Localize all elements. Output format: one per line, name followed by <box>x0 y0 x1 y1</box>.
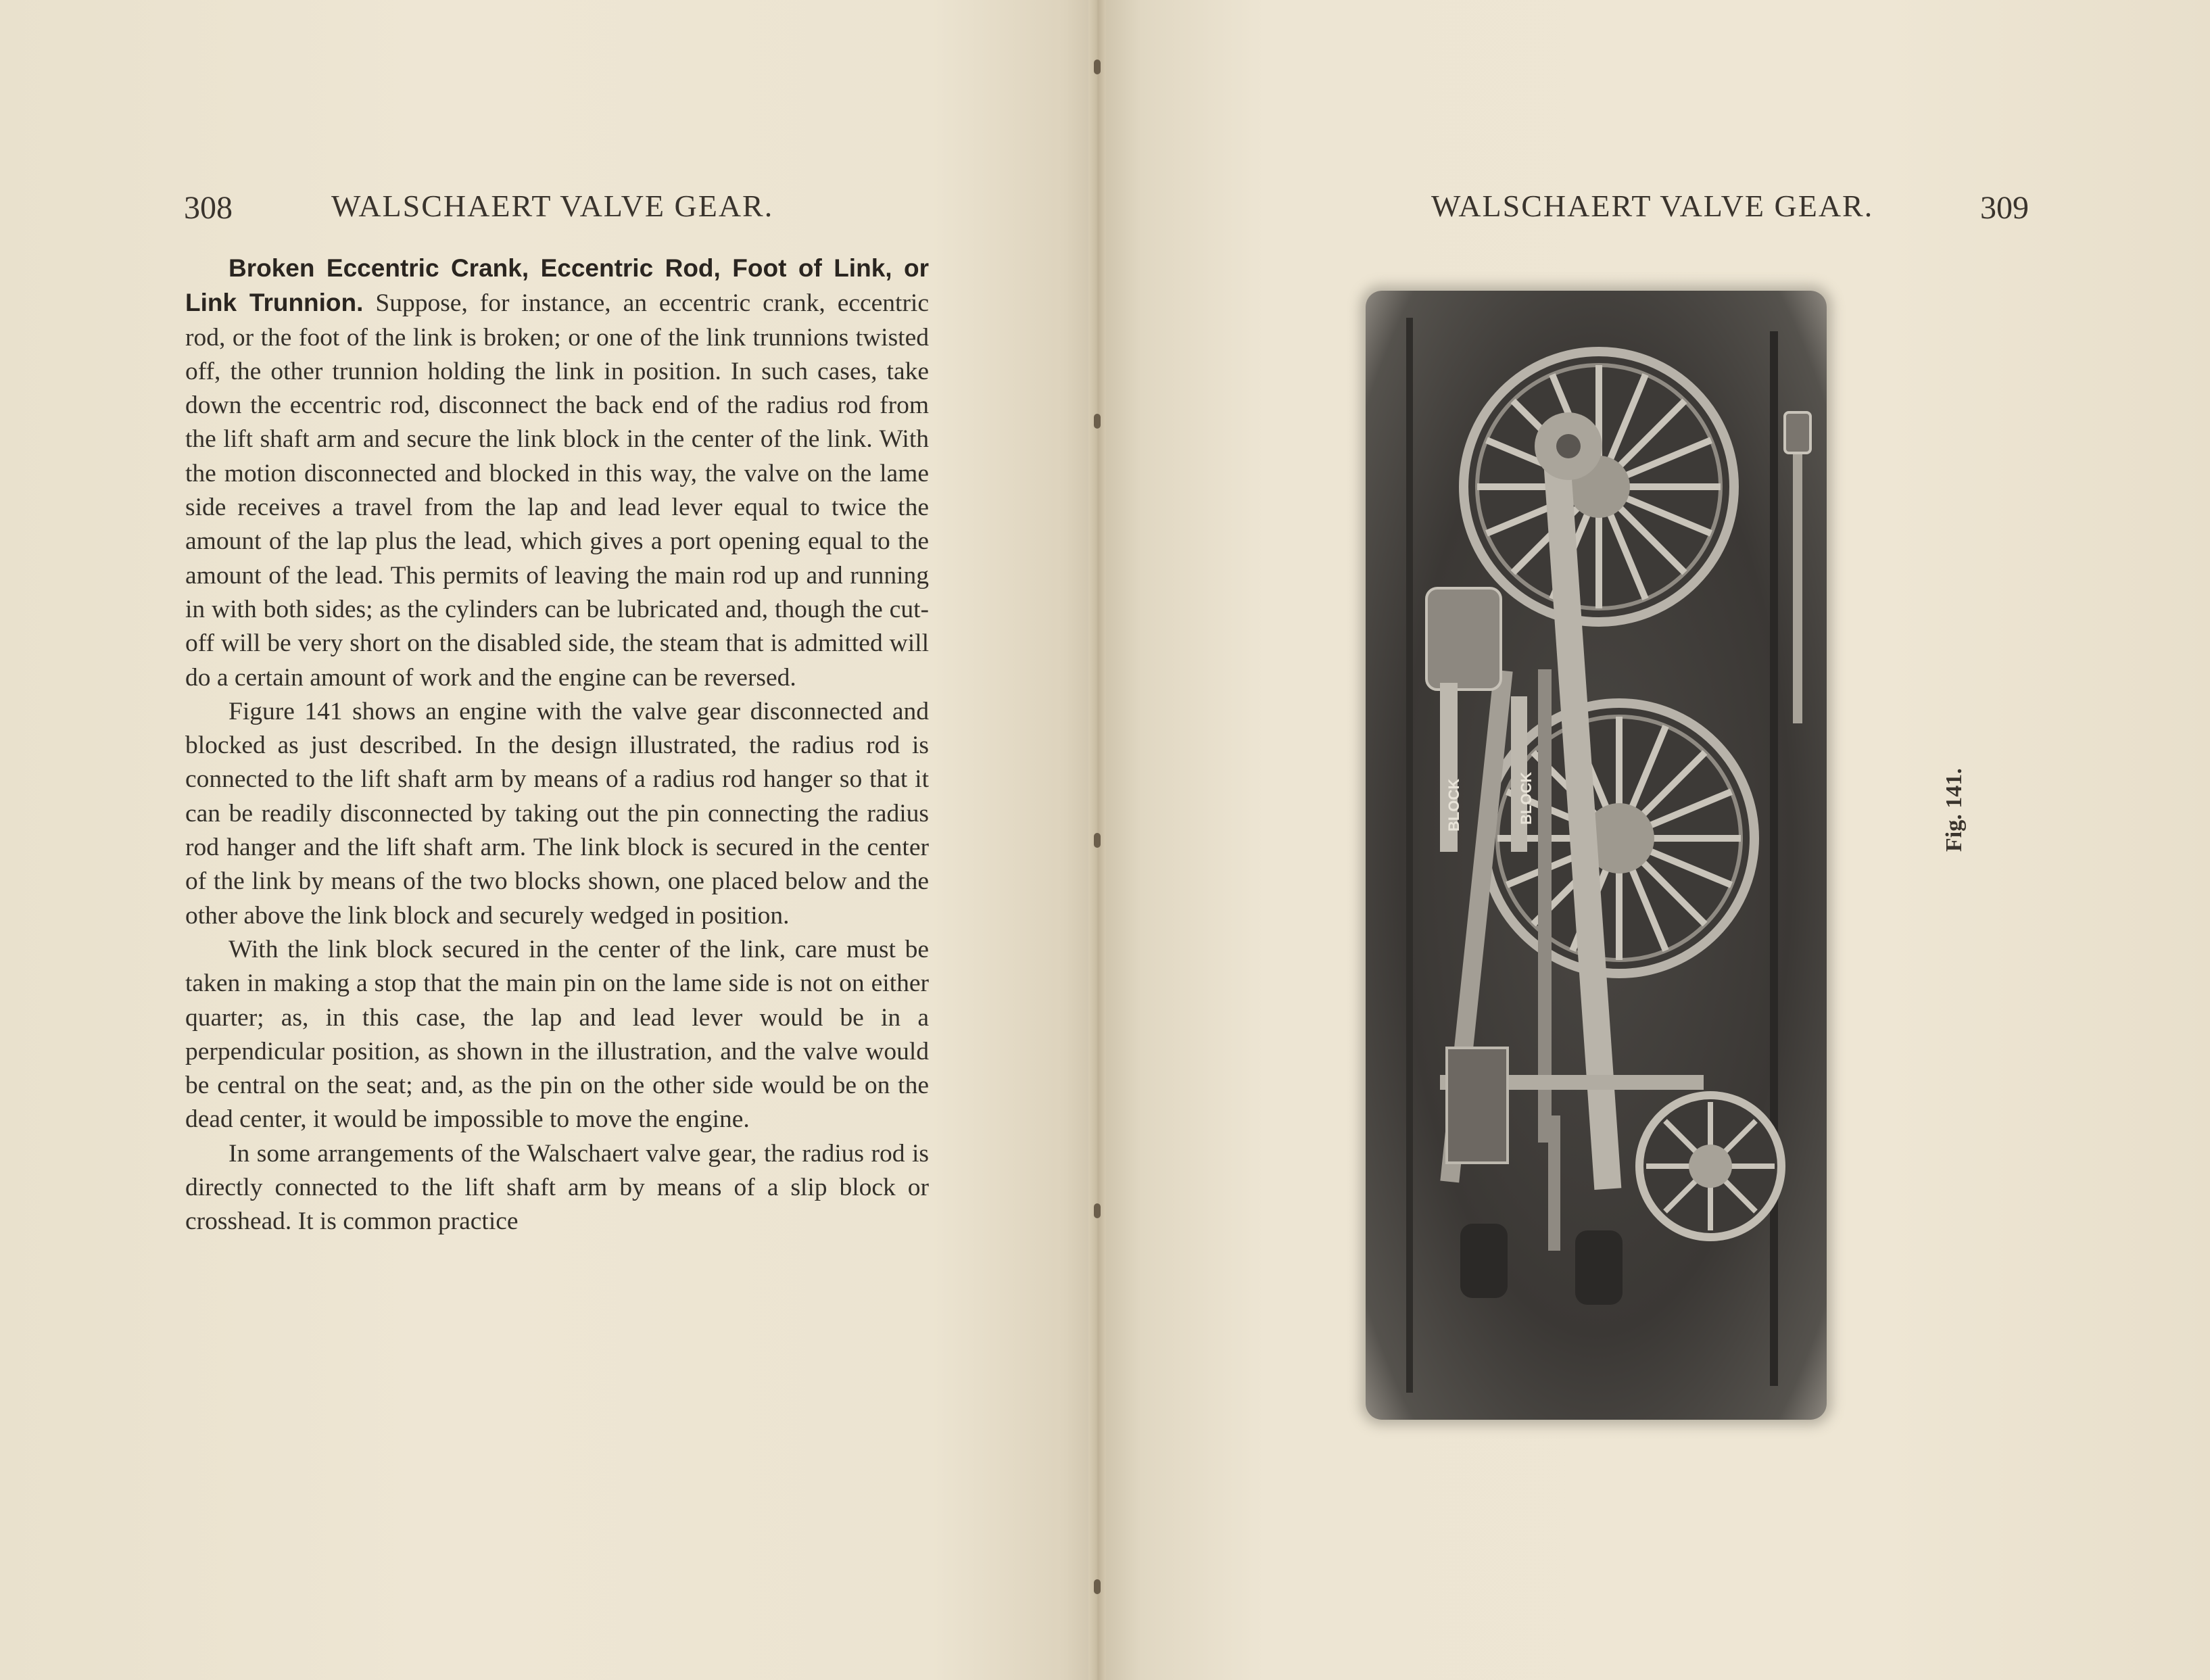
paragraph-1 <box>185 251 929 695</box>
valve-stem <box>1548 1115 1560 1251</box>
binding-stitch <box>1094 1203 1101 1218</box>
left-running-head: WALSCHAERT VALVE GEAR. <box>331 189 774 223</box>
trailing-wheel <box>1639 1095 1781 1237</box>
piston-rod-guide <box>1460 1224 1508 1298</box>
left-page <box>0 0 1097 1680</box>
figure-141-photo <box>1366 291 1827 1420</box>
combination-lever <box>1538 669 1552 1143</box>
frame-rail <box>1770 331 1778 1386</box>
link <box>1426 588 1501 690</box>
left-body-text <box>185 251 929 1239</box>
crosshead <box>1447 1048 1508 1163</box>
binding-stitch <box>1094 59 1101 74</box>
section-title: Broken Eccentric Crank, Eccentric Rod, Foot of Link, or Link Trunnion. <box>185 254 929 317</box>
binding-stitch <box>1094 833 1101 848</box>
frame-rail <box>1406 318 1413 1393</box>
driving-wheel <box>1464 352 1734 622</box>
book-gutter <box>1088 0 1106 1680</box>
reverse-lever-bracket <box>1785 412 1810 453</box>
right-running-head: WALSCHAERT VALVE GEAR. <box>1431 189 1874 223</box>
piston-rod-guide <box>1575 1230 1623 1305</box>
figure-caption: Fig. 141. <box>1942 768 1967 852</box>
reach-rod <box>1793 426 1802 723</box>
paragraph-2: Figure 141 shows an engine with the valve gear disconnected and blocked as just described. In the design illustrated, the radius rod is connected to the lift shaft arm by means of a radius rod hanger so that it can be readily disconnected by taking out the pin connecting the radius rod hanger and the lift shaft arm. The link block is secured in the center of the link by means of the two blocks shown, one placed below and the other above the link block and securely wedged in position. <box>185 697 929 930</box>
paragraph-3: With the link block secured in the center of the link, care must be taken in making a stop that the main pin on the lame side is not on either quarter; as, in this case, the lap and lead lever would be in a perpendicular position, as shown in the illustration, and the valve would be central on the seat; and, as the pin on the other side would be on the dead center, it would be impossible to move the engine. <box>185 935 929 1134</box>
binding-stitch <box>1094 1579 1101 1594</box>
paragraph-4: In some arrangements of the Walschaert valve gear, the radius rod is directly connected to the lift shaft arm by means of a slip block or crosshead. It is common practice <box>185 1139 929 1236</box>
paragraph-1-text: Suppose, for instance, an eccentric crank, eccentric rod, or the foot of the link is broken; or one of the link trunnions twisted off, the other trunnion holding the link in position. In such cases, take down the eccentric rod, disconnect the back end of the radius rod from the lift shaft arm and secure the link block in the center of the link. With the motion disconnected and blocked in this way, the valve on the lame side receives a travel from the lap and lead lever equal to twice the amount of the lap plus the lead, which gives a port opening equal to the amount of the lead. This permits of leaving the main rod up and running in with both sides; as the cylinders can be lubricated and, though the cut-off will be very short on the disabled side, the steam that is admitted will do a certain amount of work and the engine can be reversed. <box>185 289 929 692</box>
right-page-number: 309 <box>1980 190 2029 226</box>
locomotive-illustration <box>1366 291 1827 1420</box>
block-label: BLOCK <box>1445 778 1462 832</box>
binding-stitch <box>1094 414 1101 429</box>
block-label: BLOCK <box>1518 771 1535 825</box>
left-page-number: 308 <box>184 190 233 226</box>
